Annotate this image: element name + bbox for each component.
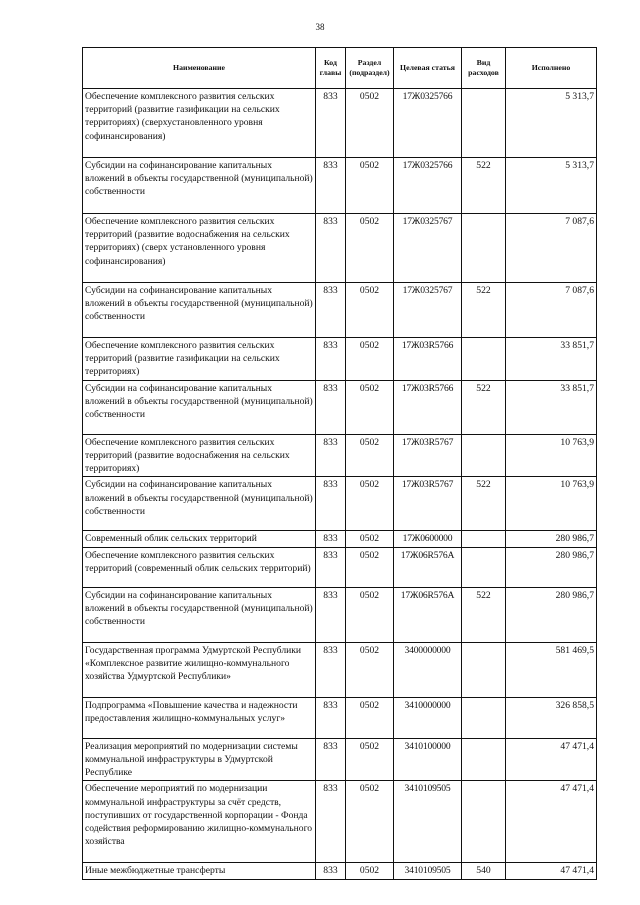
- row-target-cell: 3410109505: [394, 781, 462, 863]
- table-row: [83, 863, 597, 879]
- row-name-cell: Реализация мероприятий по модернизации системы коммунальной инфраструктуры в Удмуртской Республике: [83, 738, 316, 781]
- row-amount-cell: 581 469,5: [506, 642, 597, 697]
- row-amount-cell: 5 313,7: [506, 158, 597, 214]
- row-target-cell: 3410100000: [394, 738, 462, 781]
- row-name-cell: Обеспечение комплексного развития сельских территорий (развитие газификации на сельских территориях): [83, 338, 316, 381]
- row-type-cell: 522: [462, 380, 506, 434]
- row-code-cell: 833: [316, 697, 346, 738]
- row-type-cell: [462, 781, 506, 863]
- row-section-cell: 0502: [346, 642, 394, 697]
- row-target-cell: 17Ж03R5766: [394, 338, 462, 381]
- budget-execution-table: [82, 47, 597, 880]
- row-type-cell: 522: [462, 158, 506, 214]
- row-amount-cell: 47 471,4: [506, 738, 597, 781]
- row-code-cell: 833: [316, 738, 346, 781]
- table-row: [83, 338, 597, 381]
- row-target-cell: 17Ж0325767: [394, 214, 462, 283]
- column-header-amount: Исполнено: [506, 48, 597, 89]
- row-type-cell: 522: [462, 587, 506, 642]
- row-name-cell: Обеспечение комплексного развития сельских территорий (развитие водоснабжения на сельских территориях) (сверх установленного уровня софинансирования): [83, 214, 316, 283]
- table-row: [83, 158, 597, 214]
- row-name-cell: Иные межбюджетные трансферты: [83, 863, 316, 879]
- row-type-cell: [462, 338, 506, 381]
- table-row: [83, 547, 597, 587]
- column-header-type: Вид расходов: [462, 48, 506, 89]
- row-type-cell: [462, 547, 506, 587]
- row-amount-cell: 10 763,9: [506, 434, 597, 477]
- row-section-cell: 0502: [346, 338, 394, 381]
- row-type-cell: [462, 434, 506, 477]
- row-name-cell: Субсидии на софинансирование капитальных вложений в объекты государственной (муниципальной) собственности: [83, 380, 316, 434]
- row-name-cell: Обеспечение комплексного развития сельских территорий (развитие водоснабжения на сельских территориях): [83, 434, 316, 477]
- column-header-target: Целевая статья: [394, 48, 462, 89]
- row-amount-cell: 47 471,4: [506, 781, 597, 863]
- row-section-cell: 0502: [346, 547, 394, 587]
- row-code-cell: 833: [316, 338, 346, 381]
- table-row: [83, 380, 597, 434]
- column-header-name: Наименование: [83, 48, 316, 89]
- row-section-cell: 0502: [346, 89, 394, 158]
- row-code-cell: 833: [316, 863, 346, 879]
- row-type-cell: [462, 738, 506, 781]
- row-code-cell: 833: [316, 547, 346, 587]
- row-code-cell: 833: [316, 158, 346, 214]
- column-header-code: Код главы: [316, 48, 346, 89]
- row-code-cell: 833: [316, 89, 346, 158]
- row-target-cell: 17Ж0600000: [394, 531, 462, 547]
- row-type-cell: [462, 697, 506, 738]
- row-type-cell: 540: [462, 863, 506, 879]
- row-section-cell: 0502: [346, 738, 394, 781]
- row-name-cell: Современный облик сельских территорий: [83, 531, 316, 547]
- row-target-cell: 17Ж03R5766: [394, 380, 462, 434]
- row-target-cell: 17Ж0325766: [394, 89, 462, 158]
- table-row: [83, 283, 597, 338]
- row-target-cell: 17Ж06R576A: [394, 587, 462, 642]
- row-amount-cell: 7 087,6: [506, 283, 597, 338]
- table-row: [83, 587, 597, 642]
- row-section-cell: 0502: [346, 697, 394, 738]
- row-code-cell: 833: [316, 587, 346, 642]
- row-code-cell: 833: [316, 531, 346, 547]
- row-section-cell: 0502: [346, 587, 394, 642]
- page-number: 38: [315, 22, 325, 32]
- row-type-cell: 522: [462, 283, 506, 338]
- row-section-cell: 0502: [346, 531, 394, 547]
- row-amount-cell: 280 986,7: [506, 587, 597, 642]
- row-type-cell: [462, 89, 506, 158]
- row-amount-cell: 5 313,7: [506, 89, 597, 158]
- row-section-cell: 0502: [346, 863, 394, 879]
- row-target-cell: 17Ж06R576A: [394, 547, 462, 587]
- row-name-cell: Субсидии на софинансирование капитальных вложений в объекты государственной (муниципальной) собственности: [83, 587, 316, 642]
- table-row: [83, 531, 597, 547]
- row-name-cell: Субсидии на софинансирование капитальных вложений в объекты государственной (муниципальной) собственности: [83, 477, 316, 531]
- row-name-cell: Обеспечение комплексного развития сельских территорий (современный облик сельских территорий): [83, 547, 316, 587]
- row-amount-cell: 280 986,7: [506, 531, 597, 547]
- row-type-cell: [462, 642, 506, 697]
- row-amount-cell: 47 471,4: [506, 863, 597, 879]
- row-amount-cell: 33 851,7: [506, 338, 597, 381]
- row-code-cell: 833: [316, 642, 346, 697]
- table-row: [83, 697, 597, 738]
- column-header-section: Раздел (подраздел): [346, 48, 394, 89]
- row-code-cell: 833: [316, 380, 346, 434]
- row-amount-cell: 326 858,5: [506, 697, 597, 738]
- row-type-cell: 522: [462, 477, 506, 531]
- table-row: [83, 781, 597, 863]
- row-section-cell: 0502: [346, 477, 394, 531]
- table-row: [83, 642, 597, 697]
- row-target-cell: 17Ж0325767: [394, 283, 462, 338]
- row-section-cell: 0502: [346, 781, 394, 863]
- table-row: [83, 89, 597, 158]
- row-name-cell: Субсидии на софинансирование капитальных вложений в объекты государственной (муниципальной) собственности: [83, 158, 316, 214]
- row-target-cell: 3410109505: [394, 863, 462, 879]
- row-target-cell: 3400000000: [394, 642, 462, 697]
- row-target-cell: 3410000000: [394, 697, 462, 738]
- table-row: [83, 738, 597, 781]
- table-row: [83, 477, 597, 531]
- row-type-cell: [462, 531, 506, 547]
- table-row: [83, 214, 597, 283]
- row-section-cell: 0502: [346, 434, 394, 477]
- table-row: [83, 434, 597, 477]
- table-header-row: [83, 48, 597, 89]
- row-target-cell: 17Ж03R5767: [394, 477, 462, 531]
- row-amount-cell: 280 986,7: [506, 547, 597, 587]
- row-code-cell: 833: [316, 477, 346, 531]
- row-name-cell: Подпрограмма «Повышение качества и надежности предоставления жилищно-коммунальных услуг»: [83, 697, 316, 738]
- row-name-cell: Обеспечение комплексного развития сельских территорий (развитие газификации на сельских территориях) (сверхустановленного уровня софинансирования): [83, 89, 316, 158]
- row-section-cell: 0502: [346, 214, 394, 283]
- row-amount-cell: 7 087,6: [506, 214, 597, 283]
- row-type-cell: [462, 214, 506, 283]
- row-section-cell: 0502: [346, 380, 394, 434]
- row-amount-cell: 10 763,9: [506, 477, 597, 531]
- row-section-cell: 0502: [346, 283, 394, 338]
- row-name-cell: Государственная программа Удмуртской Республики «Комплексное развитие жилищно-коммунального хозяйства Удмуртской Республики»: [83, 642, 316, 697]
- row-name-cell: Субсидии на софинансирование капитальных вложений в объекты государственной (муниципальной) собственности: [83, 283, 316, 338]
- row-code-cell: 833: [316, 214, 346, 283]
- row-code-cell: 833: [316, 781, 346, 863]
- row-code-cell: 833: [316, 434, 346, 477]
- row-amount-cell: 33 851,7: [506, 380, 597, 434]
- row-target-cell: 17Ж03R5767: [394, 434, 462, 477]
- row-name-cell: Обеспечение мероприятий по модернизации коммунальной инфраструктуры за счёт средств, поступивших от государственной корпорации - Фонда содействия реформированию жилищно-коммунального хозяйства: [83, 781, 316, 863]
- row-section-cell: 0502: [346, 158, 394, 214]
- row-code-cell: 833: [316, 283, 346, 338]
- row-target-cell: 17Ж0325766: [394, 158, 462, 214]
